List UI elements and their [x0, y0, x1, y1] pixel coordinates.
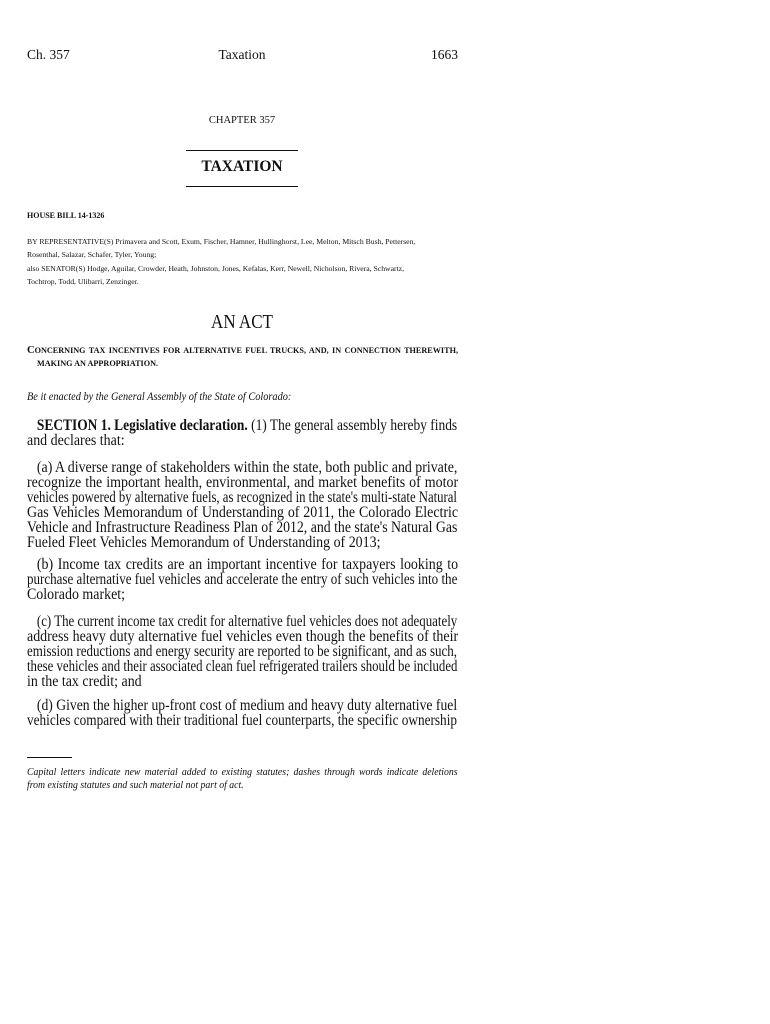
sponsor-line: also SENATOR(S) Hodge, Aguilar, Crowder, Heath, Johnston, Jones, Kefalas, Kerr, Newell, Nicholson, Rivera, Schwartz, [27, 263, 405, 273]
paragraph-line: address heavy duty alternative fuel vehicles even though the benefits of their [27, 628, 459, 645]
page-number: 1663 [431, 47, 458, 62]
act-title-line: MAKING AN APPROPRIATION. [37, 359, 159, 368]
chapter-title: TAXATION [201, 158, 283, 175]
paragraph-c [27, 614, 458, 689]
paragraph-line: in the tax credit; and [27, 673, 142, 690]
sponsor-line: Tochtrop, Todd, Ulibarri, Zenzinger. [27, 276, 139, 286]
paragraph-line: Gas Vehicles Memorandum of Understanding of 2011, the Colorado Electric [27, 504, 459, 521]
running-subject: Taxation [218, 47, 266, 62]
paragraph-line: (b) Income tax credits are an important incentive for taxpayers looking to [36, 556, 459, 573]
paragraph-line: purchase alternative fuel vehicles and accelerate the entry of such vehicles into the [27, 571, 458, 588]
paragraph-d [27, 698, 458, 728]
paragraph-line: (d) Given the higher up-front cost of medium and heavy duty alternative fuel [36, 697, 458, 714]
paragraph-line: these vehicles and their associated clean fuel refrigerated trailers should be included [27, 658, 458, 675]
footnote [27, 766, 458, 792]
section-first-line [37, 418, 458, 433]
act-heading: AN ACT [211, 311, 273, 333]
chapter-reference: Ch. 357 [27, 47, 70, 62]
footnote-line: from existing statutes and such material not part of act. [27, 780, 244, 791]
section-intro-text: (1) The general assembly hereby finds [251, 417, 458, 434]
chapter-label: CHAPTER 357 [208, 115, 276, 126]
section-number: SECTION 1. [36, 417, 111, 434]
bill-number: HOUSE BILL 14-1326 [27, 211, 105, 220]
section-heading: Legislative declaration. [114, 417, 248, 434]
paragraph-b [27, 557, 458, 602]
paragraph-a [27, 460, 458, 550]
act-title-line: CONCERNING TAX INCENTIVES FOR ALTERNATIVE FUEL TRUCKS, AND, IN CONNECTION THEREWITH, [27, 345, 458, 356]
paragraph-line: Vehicle and Infrastructure Readiness Plan of 2012, and the state's Natural Gas [27, 519, 458, 536]
paragraph-line: (c) The current income tax credit for alternative fuel vehicles does not adequately [36, 613, 458, 630]
title-rule-bottom [186, 186, 298, 187]
paragraph-line: Fueled Fleet Vehicles Memorandum of Understanding of 2013; [27, 534, 381, 551]
enacting-clause: Be it enacted by the General Assembly of the State of Colorado: [27, 389, 292, 403]
paragraph-line: Colorado market; [27, 586, 126, 603]
sponsor-list [27, 235, 415, 288]
title-rule-top [186, 150, 298, 151]
section-intro [27, 418, 458, 448]
footnote-rule [27, 757, 72, 758]
footnote-line: Capital letters indicate new material added to existing statutes; dashes through words indicate deletions [27, 767, 458, 778]
sponsor-line: Rosenthal, Salazar, Schafer, Tyler, Young; [27, 250, 157, 260]
act-title [27, 344, 458, 370]
section-intro-text: and declares that: [27, 432, 125, 449]
paragraph-line: emission reductions and energy security are reported to be significant, and as such, [27, 643, 457, 660]
paragraph-line: vehicles compared with their traditional fuel counterparts, the specific ownership [27, 712, 458, 729]
paragraph-line: vehicles powered by alternative fuels, as recognized in the state's multi-state Natural [27, 489, 457, 506]
paragraph-line: (a) A diverse range of stakeholders within the state, both public and private, [36, 459, 458, 476]
paragraph-line: recognize the important health, environmental, and market benefits of motor [27, 474, 459, 491]
sponsor-line: BY REPRESENTATIVE(S) Primavera and Scott, Exum, Fischer, Hamner, Hullinghorst, Lee, Melton, Mitsch Bush, Pettersen, [27, 237, 416, 246]
